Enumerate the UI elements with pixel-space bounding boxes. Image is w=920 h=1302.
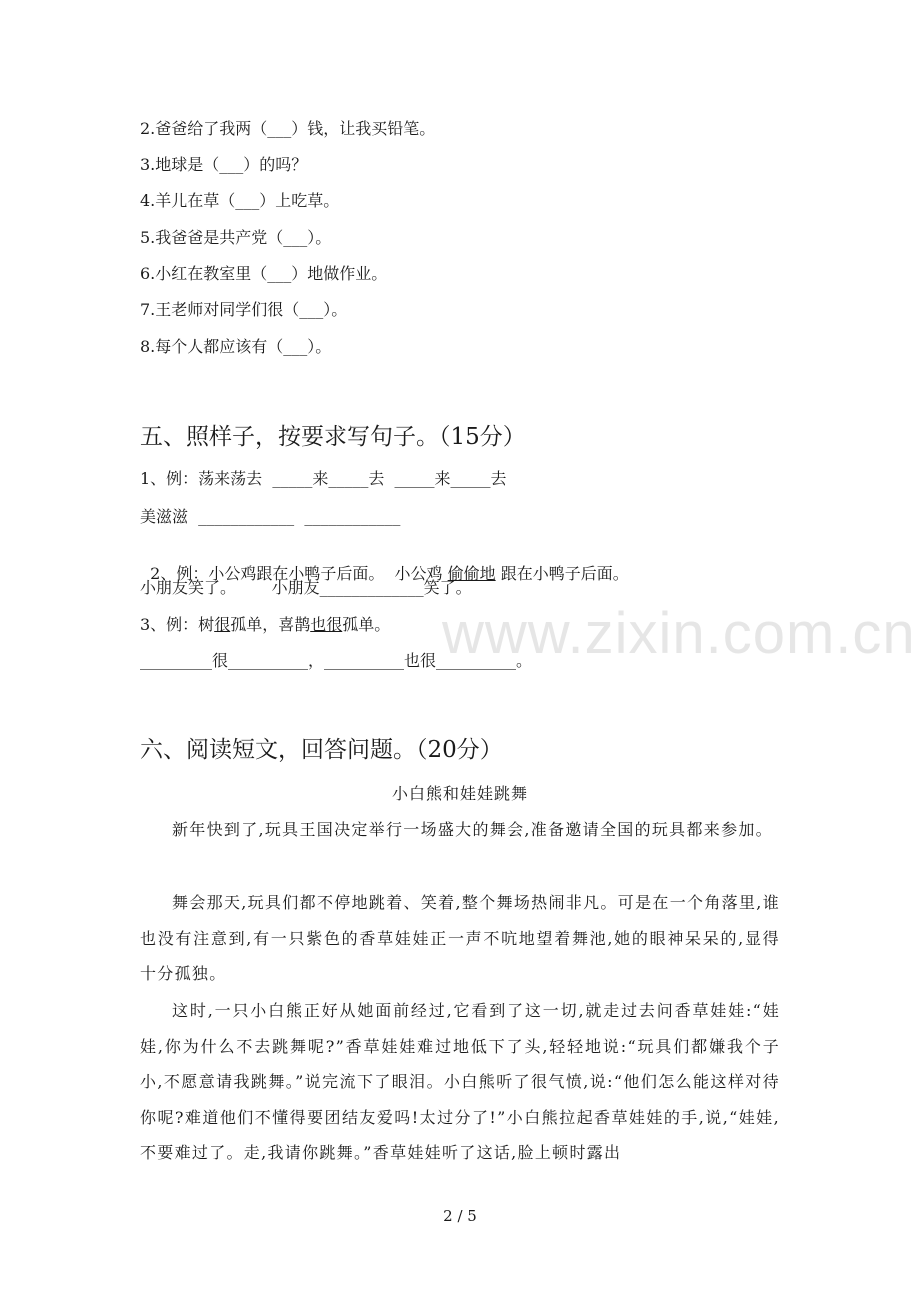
example-3-underlined-2: 也很 — [310, 615, 343, 634]
example-2-text-a: 2、例：小公鸡跟在小鸭子后面。 小公鸡 — [150, 564, 448, 583]
watermark: www.zixin.com.cn — [442, 601, 916, 666]
fill-item-3: 3.地球是（___）的吗？ — [140, 155, 308, 174]
section-5-example-1: 1、例：荡来荡去 _____来_____去 _____来_____去 — [140, 469, 507, 488]
section-5-example-3 — [140, 614, 390, 636]
example-2-underlined-word: 偷偷地 — [447, 564, 496, 583]
section-5-heading: 五、照样子，按要求写句子。（15分） — [140, 424, 526, 450]
reading-paragraph-2: 舞会那天,玩具们都不停地跳着、笑着,整个舞场热闹非凡。可是在一个角落里,谁也没有注意到,有一只紫色的香草娃娃正一声不吭地望着舞池,她的眼神呆呆的,显得十分孤独。 — [140, 893, 780, 983]
example-3-text-b: 孤单，喜鹊 — [230, 615, 311, 634]
fill-item-7: 7.王老师对同学们很（___）。 — [140, 300, 348, 319]
fill-item-6: 6.小红在教室里（___）地做作业。 — [140, 264, 388, 283]
section-5-example-1-task: 美滋滋 ____________ ____________ — [140, 507, 401, 526]
reading-paragraph-3: 这时,一只小白熊正好从她面前经过,它看到了这一切,就走过去问香草娃娃:“娃娃,你为什么不去跳舞呢?”香草娃娃难过地低下了头,轻轻地说:“玩具们都嫌我个子小,不愿意请我跳舞。”说完流下了眼泪。小白熊听了很气愤,说:“他们怎么能这样对待你呢?难道他们不懂得要团结友爱吗!太过分了!”小白熊拉起香草娃娃的手,说,“娃娃,不要难过了。走,我请你跳舞。”香草娃娃听了这话,脸上顿时露出 — [140, 1001, 780, 1162]
fill-item-4: 4.羊儿在草（___）上吃草。 — [140, 191, 340, 210]
example-3-underlined-1: 很 — [214, 615, 231, 634]
example-3-text-c: 孤单。 — [342, 615, 391, 634]
fill-item-2: 2.爸爸给了我两（___）钱，让我买铅笔。 — [140, 119, 436, 138]
section-5-example-2-task: 小朋友笑了。 小朋友_____________笑了。 — [140, 578, 472, 597]
reading-title: 小白熊和娃娃跳舞 — [391, 784, 528, 803]
section-5-example-3-task: _________很__________，__________也很__________。 — [140, 651, 533, 670]
fill-item-8: 8.每个人都应该有（___）。 — [140, 337, 332, 356]
reading-paragraph-1: 新年快到了,玩具王国决定举行一场盛大的舞会,准备邀请全国的玩具都来参加。 — [172, 820, 773, 839]
page-number: 2 / 5 — [443, 1207, 477, 1225]
fill-item-5: 5.我爸爸是共产党（___）。 — [140, 228, 332, 247]
example-3-text-a: 3、例：树 — [140, 615, 215, 634]
example-2-text-b: 跟在小鸭子后面。 — [495, 564, 629, 583]
section-6-heading: 六、阅读短文，回答问题。（20分） — [140, 737, 503, 763]
